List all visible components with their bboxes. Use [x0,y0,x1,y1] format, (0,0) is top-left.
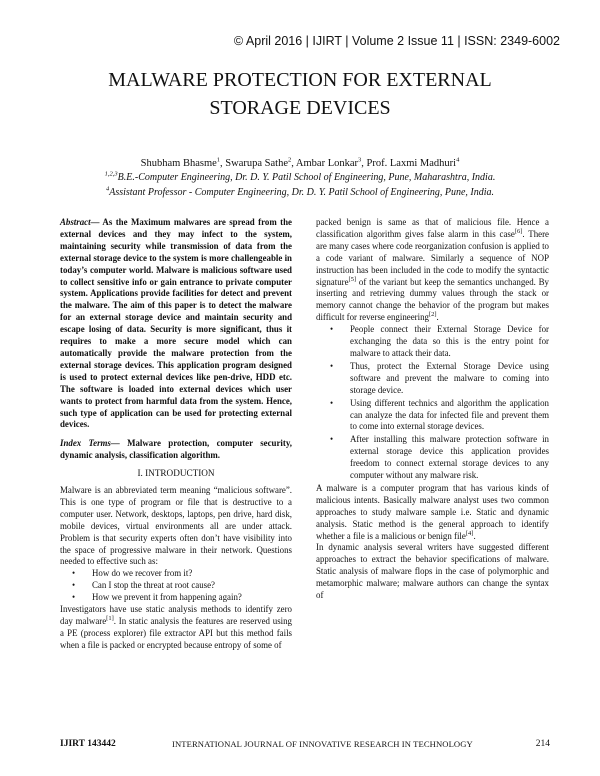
right-paragraph-1-end: . [436,312,439,323]
list-item-text: How do we recover from it? [92,568,193,579]
list-item [316,324,549,360]
affiliation-1-text: B.E.-Computer Engineering, Dr. D. Y. Patil School of Engineering, Pune, Maharashtra, India. [117,172,496,183]
index-terms-text: Malware protection, computer security, dynamic analysis, classification algorithm. [60,438,293,461]
paper-title-line-2: STORAGE DEVICES [209,97,391,119]
citation-ref: [2] [428,311,437,319]
right-paragraph-1-text-cont: . There are many cases where code reorganization confusion is applied to a code variant of malware. Similarly a sequence of NOP instruction has been included in the code to modify the syntactic signature [316,228,549,287]
footer-page-number: 214 [535,739,550,749]
author-sup: 3 [358,156,362,164]
abstract [60,217,292,431]
list-item [60,592,292,604]
right-column [316,217,549,602]
bullet-icon: • [330,434,334,445]
bullet-icon: • [330,324,334,335]
list-item-text: Using different technics and algorithm the application can analyze the data for infected file and prevent them to come into external storage devices. [350,397,549,432]
citation-ref: [6] [514,227,523,235]
index-terms [60,438,292,462]
author-separator: , [291,158,296,169]
author-separator: , [361,158,367,169]
bullet-icon: • [330,360,334,371]
paper-title-line-1: MALWARE PROTECTION FOR EXTERNAL [108,69,492,91]
list-item-text: After installing this malware protection software in external storage device this application provides freedom to connect external storage devices to any computer without any malware risk. [350,434,549,481]
author-sup: 2 [288,156,292,164]
right-paragraph-3: In dynamic analysis several writers have suggested different approaches to extract the behavior specifications of malware. Static analysis of malware flops in the case of polymorphic and metamorphic malware; malware authors can change the syntax of [316,542,549,601]
bullet-icon: • [72,592,76,603]
affiliation-1 [40,172,560,183]
index-terms-lead: Index Terms— [60,438,120,449]
author-list [40,158,560,169]
bullet-icon: • [72,580,76,591]
right-paragraph-2 [316,483,549,543]
list-item-text: How we prevent it from happening again? [92,592,242,603]
intro-paragraph-2 [60,604,292,652]
right-paragraph-1-text-cont2: of the variant but keep the semantics unchanged. By inserting and retrieving dummy values through the stack or memory cannot change the behavior of the program but makes difficult for reverse engineering [316,276,549,323]
author-name: Shubham Bhasme [140,158,217,169]
journal-citation-header: © April 2016 | IJIRT | Volume 2 Issue 11 | ISSN: 2349-6002 [233,34,560,48]
citation-ref: [1] [106,615,114,623]
list-item [316,434,549,482]
list-item-text: Thus, protect the External Storage Device using software and prevent the malware to coming into storage device. [350,360,549,395]
left-column [60,217,292,652]
affiliation-1-sup: 1,2,3 [104,170,118,178]
paper-title [40,66,560,122]
affiliation-2-sup: 4 [105,185,110,193]
list-item-text: Can I stop the threat at root cause? [92,580,215,591]
section-heading-introduction: I. INTRODUCTION [137,468,215,479]
list-item [60,568,292,580]
abstract-text: As the Maximum malwares are spread from the external devices and they may infect to the system, maintaining security while transmission of data from the external storage device to the system is more challengeable in today’s computer world. Malware is malicious software used to collect sensitive info or gain entrance to private computer system. Applications provide facilities for detect and prevent the malware. The aim of this paper is to detect the malware for an external storage device and maintain security and escape losing of data. Security is more significant, thus it requires to make a more secure model which can automatically provide the malware protection from the external storage devices. This application program designed is used to protect external devices like pen-drive, HDD etc. The software is loaded into external devices which user wants to protect from harmful data from the system. Hence, such type of application can be used for protecting external devices. [60,217,292,430]
right-paragraph-2-end: . [473,530,476,541]
citation-ref: [4] [465,529,474,537]
list-item [60,580,292,592]
author-name: Prof. Laxmi Madhuri [366,158,457,169]
author-sup: 4 [456,156,460,164]
goal-list [316,324,549,482]
citation-ref: [5] [348,275,357,283]
intro-paragraph-2-text: Investigators have use static analysis methods to identify zero day malware [60,604,292,626]
footer-journal-name: INTERNATIONAL JOURNAL OF INNOVATIVE RESEARCH IN TECHNOLOGY [172,739,473,749]
list-item [316,398,549,434]
abstract-lead: Abstract— [60,217,100,227]
bullet-icon: • [72,568,76,579]
bullet-icon: • [330,397,334,408]
right-paragraph-1-text: packed benign is same as that of malicious file. Hence a classification algorithm gives false alarm in this case [316,217,549,239]
intro-paragraph-1: Malware is an abbreviated term meaning “malicious software”. This is one type of program or file that is destructive to a computer user. Network, desktops, laptops, pen drive, hard disk, mobile devices, virtual environments all are under attack. Problem is that security experts often don’t have visibility into the space of progressive malware in their network. Questions needed to effective such as: [60,485,292,567]
list-item [316,361,549,397]
intro-paragraph-2-text-cont: . In static analysis the features are reserved using a PE (process explorer) file extractor API but this method fails when a file is packed or encrypted because entropy of some of [60,616,292,650]
footer-paper-id: IJIRT 143442 [60,739,116,749]
author-sup: 1 [216,156,221,164]
question-list [60,568,292,604]
right-paragraph-2-text: A malware is a computer program that has various kinds of malicious intents. Basically malware analyst uses two common approaches to study malware sample i.e. Static and dynamic analysis. Static method is the general approach to identify whether a file is a malicious or benign file [316,482,549,541]
list-item-text: People connect their External Storage Device for exchanging the data so this is the entry point for malware to attack their data. [350,324,549,358]
right-paragraph-1 [316,217,549,324]
author-name: Swarupa Sathe [225,158,288,169]
affiliation-2 [40,187,560,198]
affiliation-2-text: Assistant Professor - Computer Engineering, Dr. D. Y. Patil School of Engineering, Pune, India. [109,187,495,198]
author-separator: , [220,158,226,169]
author-name: Ambar Lonkar [295,158,359,169]
